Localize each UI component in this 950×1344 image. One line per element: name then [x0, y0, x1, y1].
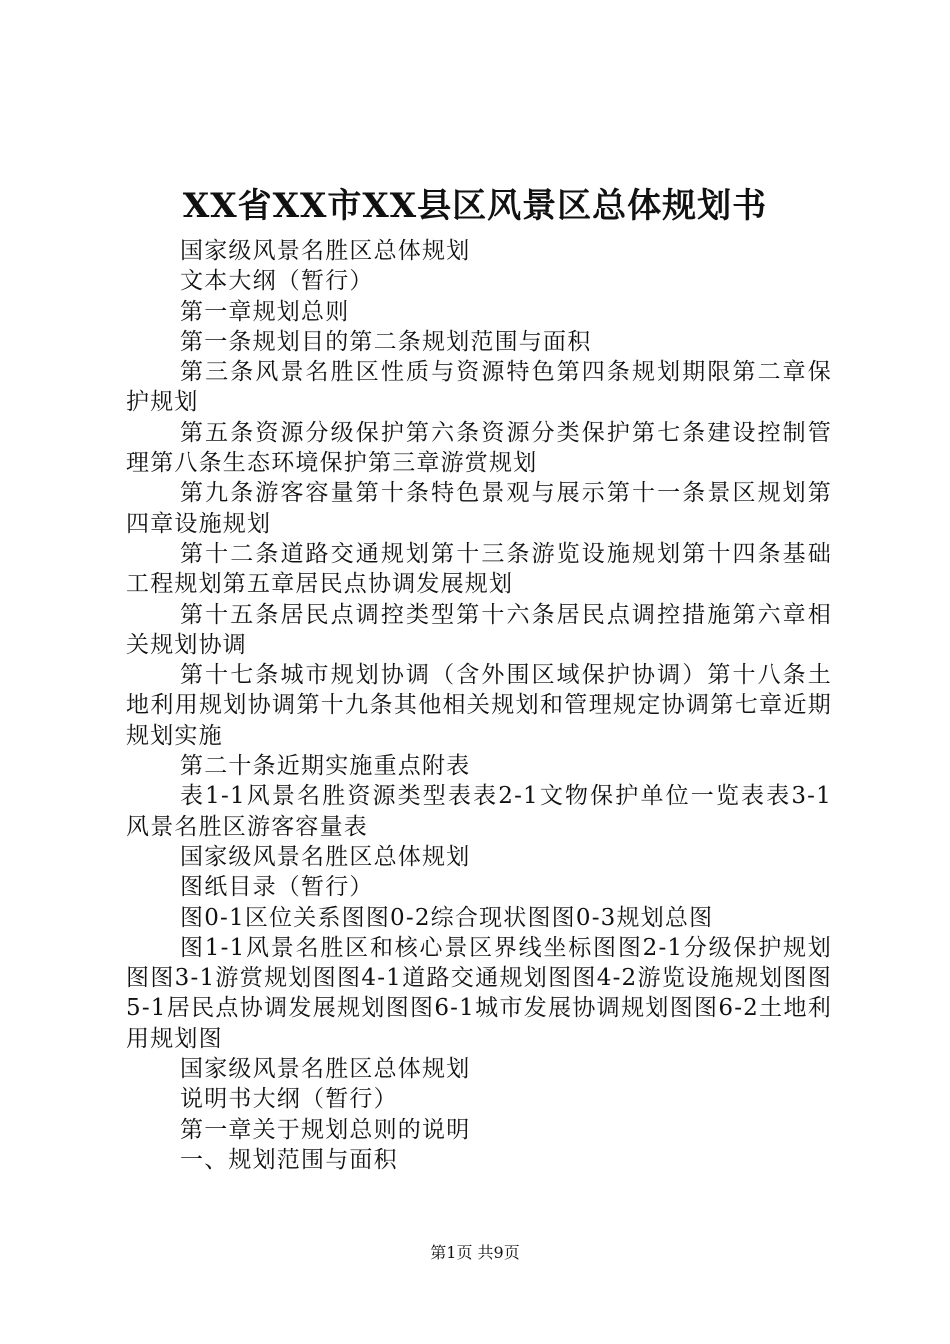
page-number-footer: 第1页 共9页 — [430, 1243, 520, 1262]
paragraph: 第十七条城市规划协调（含外围区域保护协调）第十八条土地利用规划协调第十九条其他相关规划和管理规定协调第七章近期规划实施 — [126, 662, 832, 749]
paragraph: 说明书大纲（暂行） — [180, 1086, 398, 1113]
paragraph: 第一章规划总则 — [180, 298, 350, 325]
paragraph: 第十二条道路交通规划第十三条游览设施规划第十四条基础工程规划第五章居民点协调发展规划 — [126, 540, 832, 598]
paragraph: 国家级风景名胜区总体规划 — [180, 1056, 471, 1083]
paragraph: 第九条游客容量第十条特色景观与展示第十一条景区规划第四章设施规划 — [126, 480, 832, 537]
paragraph: 图纸目录（暂行） — [180, 874, 374, 901]
paragraph: 一、规划范围与面积 — [180, 1146, 398, 1173]
paragraph: 第一章关于规划总则的说明 — [180, 1116, 471, 1143]
document-body — [126, 236, 832, 1175]
document-title: XX省XX市XX县区风景区总体规划书 — [182, 186, 768, 226]
paragraph: 第二十条近期实施重点附表 — [180, 753, 471, 780]
paragraph: 第三条风景名胜区性质与资源特色第四条规划期限第二章保护规划 — [126, 359, 832, 416]
paragraph: 图1-1风景名胜区和核心景区界线坐标图图2-1分级保护规划图图3-1游赏规划图图4-1道路交通规划图图4-2游览设施规划图图5-1居民点协调发展规划图图6-1城市发展协调规划图图6-2土地利用规划图 — [126, 934, 832, 1052]
paragraph: 第五条资源分级保护第六条资源分类保护第七条建设控制管理第八条生态环境保护第三章游赏规划 — [126, 419, 832, 477]
paragraph: 表1-1风景名胜资源类型表表2-1文物保护单位一览表表3-1风景名胜区游客容量表 — [126, 783, 832, 840]
paragraph: 第十五条居民点调控类型第十六条居民点调控措施第六章相关规划协调 — [126, 601, 832, 658]
paragraph: 文本大纲（暂行） — [180, 268, 374, 295]
paragraph: 国家级风景名胜区总体规划 — [180, 238, 471, 264]
paragraph: 国家级风景名胜区总体规划 — [180, 843, 471, 870]
paragraph: 第一条规划目的第二条规划范围与面积 — [180, 328, 592, 355]
paragraph: 图0-1区位关系图图0-2综合现状图图0-3规划总图 — [180, 904, 714, 931]
